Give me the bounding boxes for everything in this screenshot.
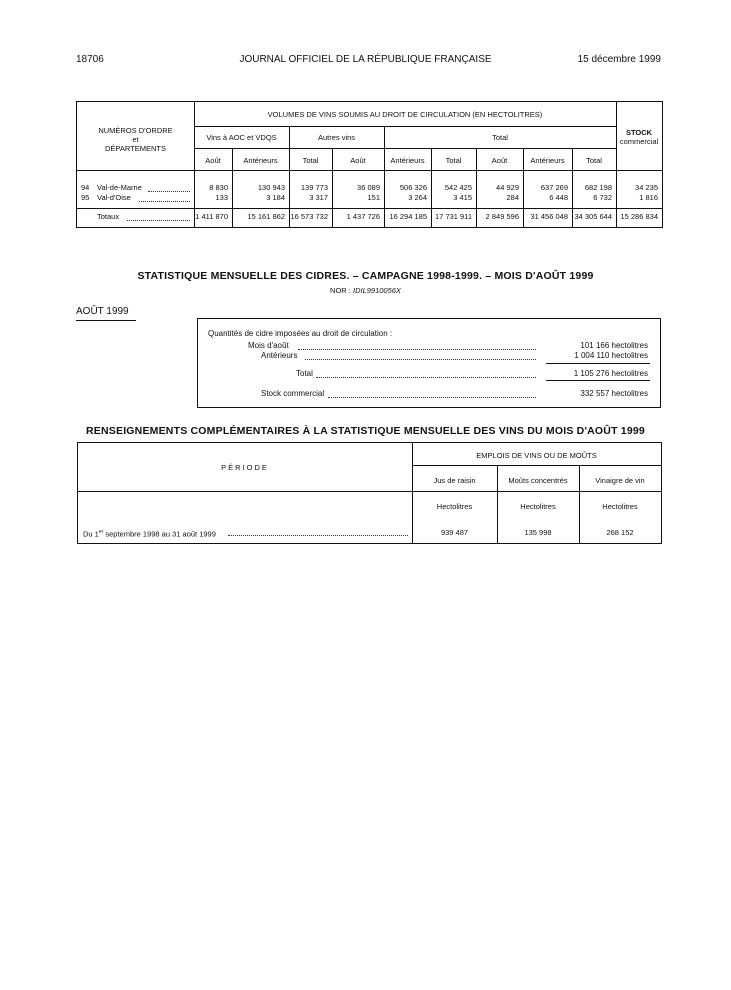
main-header: VOLUMES DE VINS SOUMIS AU DROIT DE CIRCULATION (EN HECTOLITRES)	[267, 110, 543, 119]
col-vinaigre-vin: Vinaigre de vin	[595, 476, 645, 485]
emplois-header: EMPLOIS DE VINS OU DE MOÛTS	[476, 451, 597, 460]
row-header: NUMÉROS D'ORDRE et DÉPARTEMENTS	[98, 126, 173, 153]
stock-label: Stock commercial	[261, 389, 325, 398]
month-underline	[76, 320, 136, 321]
cidres-title: STATISTIQUE MENSUELLE DES CIDRES. – CAMPAGNE 1998-1999. – MOIS D'AOÛT 1999	[137, 270, 594, 282]
col-header: Total	[302, 156, 319, 165]
anterieurs-label: Antérieurs	[261, 351, 298, 360]
stock-value: 332 557 hectolitres	[580, 389, 648, 398]
cidres-box	[197, 318, 661, 408]
col-header: Antérieurs	[390, 156, 425, 165]
col-header: Antérieurs	[243, 156, 278, 165]
col-header: Antérieurs	[530, 156, 565, 165]
jus-raisin-value: 939 487	[440, 528, 469, 537]
col-header: Total	[586, 156, 602, 165]
mois-value: 101 166 hectolitres	[580, 341, 648, 350]
col-header: Total	[445, 156, 462, 165]
month-label: AOÛT 1999	[76, 306, 129, 317]
total-label: Total	[296, 369, 313, 378]
periode-row-label: Du 1er septembre 1998 au 31 août 1999	[83, 529, 216, 539]
group-aoc: Vins à AOC et VDQS	[206, 133, 277, 142]
col-header: Août	[350, 156, 366, 165]
col-jus-raisin: Jus de raisin	[433, 476, 476, 485]
emplois-table	[77, 442, 662, 544]
anterieurs-value: 1 004 110 hectolitres	[574, 351, 648, 360]
periode-header: PÉRIODE	[221, 463, 269, 472]
publication-date: 15 décembre 1999	[577, 54, 661, 65]
group-autres: Autres vins	[317, 133, 356, 142]
group-total: Total	[492, 133, 508, 142]
col-mouts-concentres: Moûts concentrés	[508, 476, 568, 485]
wine-volumes-table: NUMÉROS D'ORDRE et DÉPARTEMENTS VOLUMES DE VINS SOUMIS AU DROIT DE CIRCULATION (EN HECTOLITRES) Vins à AOC et VDQS Autres vins Total STOCK commercial Août Antérieurs Total Août Antérieurs Total Août Antérieurs Total 94 Val-de-Marne 8 830 130 943 139 773 36 089 506 326 542 425 44 929 637 269 682 198 34 235 95 Val-d'Oise 133 3 184 3 317 151 3 264 3 415 284 6 448 6 732 1 816 Totaux 1 411 870 15 161 862 16 573 732 1 437 726 16 294 185 17 731 911 2 849 596 31 456 048 34 305 644 15 286 834	[76, 101, 663, 228]
vinaigre-vin-value: 268 152	[606, 528, 634, 537]
col-header: Août	[205, 156, 221, 165]
page-number: 18706	[76, 54, 104, 65]
journal-title: JOURNAL OFFICIEL DE LA RÉPUBLIQUE FRANÇAISE	[239, 54, 492, 65]
renseignements-title: RENSEIGNEMENTS COMPLÉMENTAIRES À LA STATISTIQUE MENSUELLE DES VINS DU MOIS D'AOÛT 1999	[86, 425, 645, 437]
mois-label: Mois d'août	[248, 341, 289, 350]
unit-label: Hectolitres	[436, 502, 473, 511]
unit-label: Hectolitres	[520, 502, 556, 511]
total-value: 1 105 276 hectolitres	[573, 369, 648, 378]
stock-header: STOCK commercial	[619, 128, 659, 146]
mouts-concentres-value: 135 998	[524, 528, 552, 537]
col-header: Août	[491, 156, 508, 165]
cidres-intro: Quantités de cidre imposées au droit de circulation :	[208, 329, 393, 338]
nor-reference: NOR : IDIL9910056X	[330, 286, 401, 295]
unit-label: Hectolitres	[602, 502, 638, 511]
